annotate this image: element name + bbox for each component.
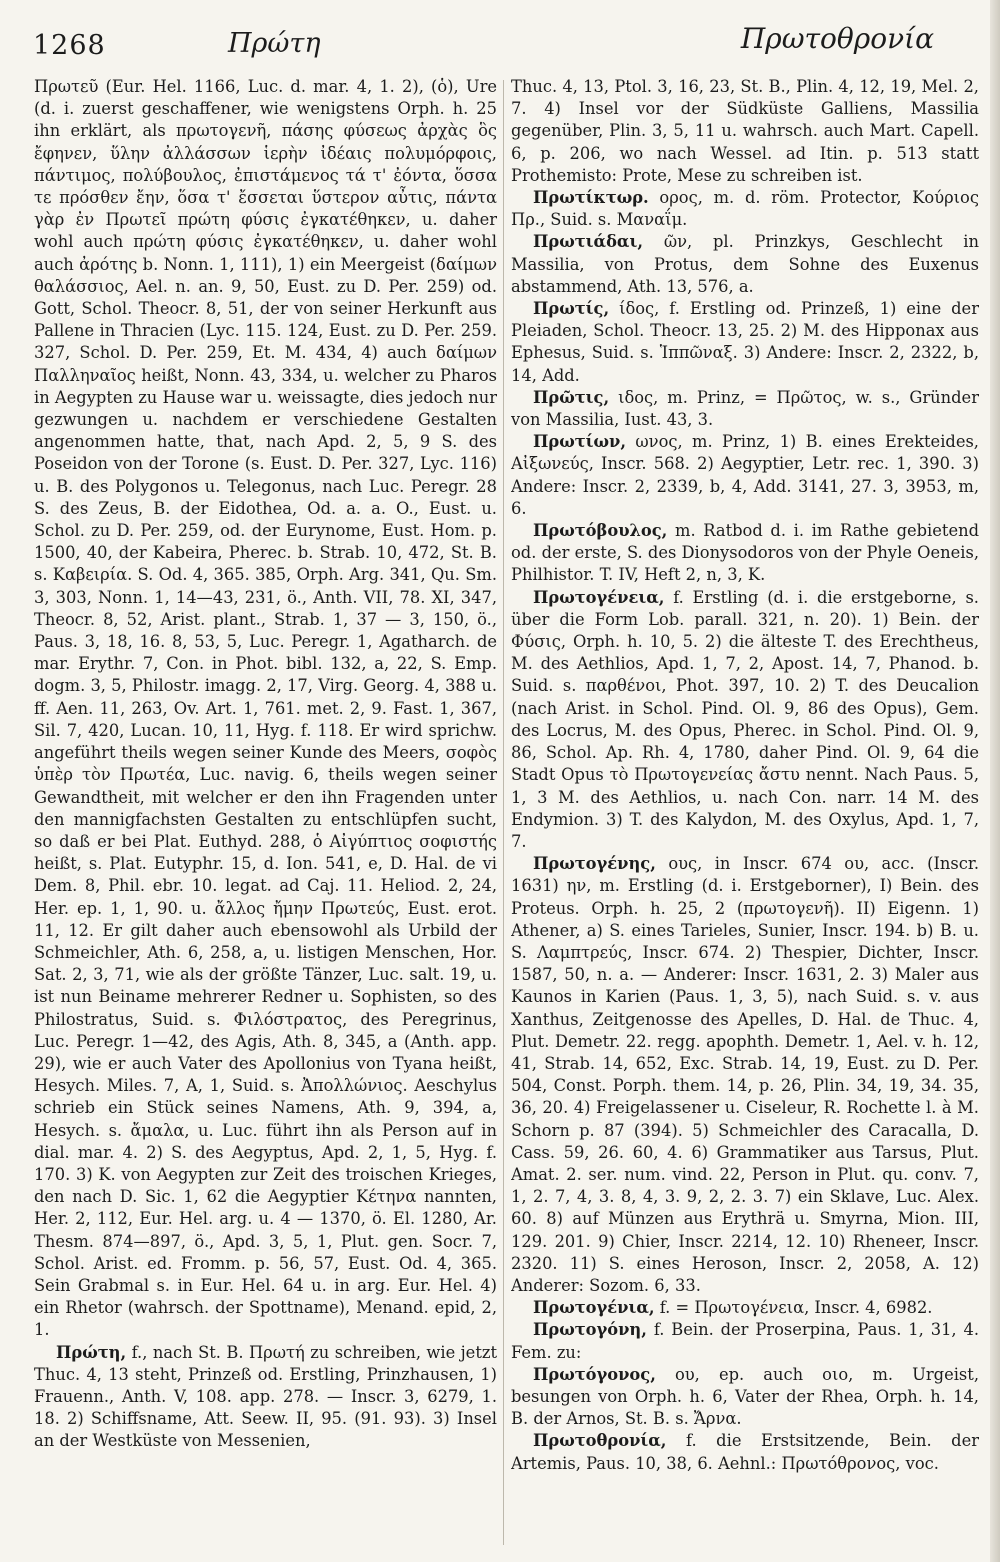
entry-text: ιδος, m. Prinz, = Πρῶτος, w. s., Gründer von Massilia, Iust. 43, 3. xyxy=(511,387,979,430)
entry-headword: Πρωτόβουλος, xyxy=(533,521,668,541)
dictionary-entry xyxy=(511,76,979,187)
dictionary-entry xyxy=(511,520,979,587)
entry-headword: Πρωτίς, xyxy=(533,299,610,319)
entry-headword: Πρῶτις, xyxy=(533,387,610,407)
dictionary-entry xyxy=(511,187,979,231)
column-divider xyxy=(503,80,504,1545)
entry-headword: Πρωτογόνη, xyxy=(533,1320,647,1340)
dictionary-entry xyxy=(511,431,979,520)
entry-headword: Πρωτίκτωρ. xyxy=(533,188,649,208)
entry-headword: Πρωτογένεια, xyxy=(533,587,665,607)
entry-headword: Πρωτίων, xyxy=(533,432,627,452)
dictionary-entry xyxy=(511,587,979,853)
entry-headword: Πρωτογένια, xyxy=(533,1298,655,1318)
entry-headword: Πρωτιάδαι, xyxy=(533,232,644,252)
dictionary-entry xyxy=(34,1342,497,1453)
running-head-right: Πρωτοθρονία xyxy=(740,22,934,55)
entry-text: m. Ratbod d. i. im Rathe gebietend od. der erste, S. des Dionysodoros von der Phyle Oeneis, Philhistor. T. IV, Heft 2, n, 3, K. xyxy=(511,521,979,585)
entry-headword: Πρωτοθρονία, xyxy=(533,1431,667,1451)
entry-text: f. Erstling (d. i. die erstgeborne, s. über die Form Lob. parall. 321, n. 20). 1) Bein. der Φύσις, Orph. h. 10, 5. 2) die älteste T. des Erechtheus, M. des Aethlios, Apd. 1, 7, 2, Apost. 14, 7, Phanod. b. Suid. s. παρθένοι, Phot. 397, 10. 2) T. des Deucalion (nach Arist. in Schol. Pind. Ol. 9, 86 des Opus), Gem. des Locrus, M. des Opus, Pherec. in Schol. Pind. Ol. 9, 86, Schol. Ap. Rh. 4, 1780, daher Pind. Ol. 9, 64 die Stadt Opus τὸ Πρωτογενείας ἄστυ nennt. Nach Paus. 5, 1, 3 M. des Aethlios, u. nach Con. narr. 14 M. des Endymion. 3) T. des Kalydon, M. des Oxylus, Apd. 1, 7, 7. xyxy=(511,587,979,851)
entry-text: f. = Πρωτογένεια, Inscr. 4, 6982. xyxy=(659,1298,933,1318)
entry-headword: Πρωτόγονος, xyxy=(533,1364,656,1384)
entry-text: ωνος, m. Prinz, 1) B. eines Erekteides, Αἰξωνεύς, Inscr. 568. 2) Aegyptier, Letr. rec. 1, 390. 3) Andere: Inscr. 2, 2339, b, 4, Add. 3141, 27. 3, 3953, m, 6. xyxy=(511,432,979,518)
left-column xyxy=(34,76,497,1550)
dictionary-entry xyxy=(511,1319,979,1363)
dictionary-entry xyxy=(511,853,979,1297)
right-column xyxy=(511,76,979,1550)
dictionary-entry xyxy=(511,1430,979,1474)
running-head-left: Πρώτη xyxy=(228,28,321,59)
dictionary-entry xyxy=(511,231,979,298)
entry-text: ίδος, f. Erstling od. Prinzeß, 1) eine der Pleiaden, Schol. Theocr. 13, 25. 2) M. des Hipponax aus Ephesus, Suid. s. Ἱππῶναξ. 3) Andere: Inscr. 2, 2322, b, 14, Add. xyxy=(511,299,979,385)
entry-text: Thuc. 4, 13, Ptol. 3, 16, 23, St. B., Plin. 4, 12, 19, Mel. 2, 7. 4) Insel vor der Südküste Galliens, Massilia gegenüber, Plin. 3, 5, 11 u. wahrsch. auch Mart. Capell. 6, p. 206, wo nach Wessel. ad Itin. p. 513 statt Prothemisto: Prote, Mese zu schreiben ist. xyxy=(511,77,979,185)
dictionary-entry xyxy=(511,1297,979,1319)
entry-text: ους, in Inscr. 674 ου, acc. (Inscr. 1631) ην, m. Erstling (d. i. Erstgeborner), I) Bein. des Proteus. Orph. h. 25, 2 (πρωτογενῆ). II) Eigenn. 1) Athener, a) S. eines Tarieles, Sunier, Inscr. 194. b) B. u. S. Λαμπτρεύς, Inscr. 674. 2) Thespier, Dichter, Inscr. 1587, 50, n. a. — Anderer: Inscr. 1631, 2. 3) Maler aus Kaunos in Karien (Paus. 1, 3, 5), nach Suid. s. v. aus Xanthus, Zeitgenosse des Apelles, D. Hal. de Thuc. 4, Plut. Demetr. 22. regg. apophth. Demetr. 1, Ael. v. h. 12, 41, Strab. 14, 652, Exc. Strab. 14, 19, Eust. zu D. Per. 504, Const. Porph. them. 14, p. 26, Plin. 34, 19, 34. 35, 36, 20. 4) Freigelassener u. Ciseleur, R. Rochette l. à M. Schorn p. 87 (394). 5) Schmeichler des Caracalla, D. Cass. 59, 26. 60, 4. 6) Grammatiker aus Tarsus, Plut. Amat. 2. ser. num. vind. 22, Person in Plut. qu. conv. 7, 1, 2. 7, 4, 3. 8, 4, 3. 9, 2, 2. 3. 7) ein Sklave, Luc. Alex. 60. 8) auf Münzen aus Erythrä u. Smyrna, Mion. III, 129. 201. 9) Chier, Inscr. 2214, 12. 10) Rheneer, Inscr. 2320. 11) S. eines Heroson, Inscr. 2, 2058, A. 12) Anderer: Sozom. 6, 33. xyxy=(511,854,979,1295)
entry-text: ου, ep. auch οιο, m. Urgeist, besungen von Orph. h. 6, Vater der Rhea, Orph. h. 14, B. der Arnos, St. B. s. Ἄρνα. xyxy=(511,1364,979,1429)
entry-text: f. die Erstsitzende, Bein. der Artemis, Paus. 10, 38, 6. Aehnl.: Πρωτόθρονος, voc. xyxy=(511,1431,979,1473)
page-edge-shadow xyxy=(990,0,1000,1562)
entry-text: f. Bein. der Proserpina, Paus. 1, 31, 4. Fem. zu: xyxy=(511,1320,979,1362)
entry-text: f., nach St. B. Πρωτή zu schreiben, wie jetzt Thuc. 4, 13 steht, Prinzeß od. Erstling, Prinzhausen, 1) Frauenn., Anth. V, 108. app. 278. — Inscr. 3, 6279, 1. 18. 2) Schiffsname, Att. Seew. II, 95. (91. 93). 3) Insel an der Westküste von Messenien, xyxy=(34,1342,497,1451)
entry-text: ορος, m. d. röm. Protector, Κούριος Πρ., Suid. s. Μαναΐμ. xyxy=(511,188,979,230)
entry-text: Πρωτεῦ (Eur. Hel. 1166, Luc. d. mar. 4, 1. 2), (ὁ), Ure (d. i. zuerst geschaffener, wie wenigstens Orph. h. 25 ihn erklärt, als πρωτογενῆ, πάσης φύσεως ἀρχὰς ὃς ἔφηνεν, ὕλην ἀλλάσσων ἱερὴν ἰδέαις πολυμόρφοις, πάντιμος, πολύβουλος, ἐπιστάμενος τά τ' ἐόντα, ὅσσα τε πρόσθεν ἔην, ὅσα τ' ἔσσεται ὕστερον αὖτις, πάντα γὰρ ἐν Πρωτεῖ πρώτη φύσις ἐγκατέθηκεν, u. daher wohl auch πρώτη φύσις ἐγκατέθηκεν, u. daher wohl auch ἀρότης b. Nonn. 1, 111), 1) ein Meergeist (δαίμων θαλάσσιος, Ael. n. an. 9, 50, Eust. zu D. Per. 259) od. Gott, Schol. Theocr. 8, 51, der von seiner Herkunft aus Pallene in Thracien (Lyc. 115. 124, Eust. zu D. Per. 259. 327, Schol. D. Per. 259, Et. M. 434, 4) auch δαίμων Παλληναῖος heißt, Nonn. 43, 334, u. welcher zu Pharos in Aegypten zu Hause war u. weissagte, dies jedoch nur gezwungen u. nachdem er verschiedene Gestalten angenommen hatte, that, nach Apd. 2, 5, 9 S. des Poseidon von der Torone (s. Eust. D. Per. 327, Lyc. 116) u. B. des Polygonos u. Telegonus, nach Luc. Peregr. 28 S. des Zeus, B. der Eidothea, Od. a. a. O., Eust. u. Schol. zu D. Per. 259, od. der Eurynome, Eust. Hom. p. 1500, 40, der Kabeira, Pherec. b. Strab. 10, 472, St. B. s. Καβειρία. S. Od. 4, 365. 385, Orph. Arg. 341, Qu. Sm. 3, 303, Nonn. 1, 14—43, 231, ö., Anth. VII, 78. XI, 347, Theocr. 8, 52, Arist. plant., Strab. 1, 37 — 3, 150, ö., Paus. 3, 18, 16. 8, 53, 5, Luc. Peregr. 1, Agatharch. de mar. Erythr. 7, Con. in Phot. bibl. 132, a, 22, S. Emp. dogm. 3, 5, Philostr. imagg. 2, 17, Virg. Georg. 4, 388 u. ff. Aen. 11, 263, Ov. Art. 1, 761. met. 2, 9. Fast. 1, 367, Sil. 7, 420, Lucan. 10, 11, Hyg. f. 118. Er wird sprichw. angeführt theils wegen seiner Kunde des Meers, σοφὸς ὑπὲρ τὸν Πρωτέα, Luc. navig. 6, theils wegen seiner Gewandtheit, mit welcher er den ihn Fragenden unter den mannigfachsten Gestalten zu entschlüpfen sucht, so daß er bei Plat. Euthyd. 288, ὁ Αἰγύπτιος σοφιστής heißt, s. Plat. Eutyphr. 15, d. Ion. 541, e, D. Hal. de vi Dem. 8, Phil. ebr. 10. legat. ad Caj. 11. Heliod. 2, 24, Her. ep. 1, 1, 90. u. ἄλλος ἤμην Πρωτεύς, Eust. erot. 11, 12. Er gilt daher auch ebensowohl als Urbild der Schmeichler, Ath. 6, 258, a, u. listigen Menschen, Hor. Sat. 2, 3, 71, wie als der größte Tänzer, Luc. salt. 19, u. ist nun Beiname mehrerer Redner u. Sophisten, so des Philostratus, Suid. s. Φιλόστρατος, des Peregrinus, Luc. Peregr. 1—42, des Agis, Ath. 8, 345, a (Anth. app. 29), wie er auch Vater des Apollonius von Tyana heißt, Hesych. Miles. 7, A, 1, Suid. s. Ἀπολλώνιος. Aeschylus schrieb ein Stück seines Namens, Ath. 9, 394, a, Hesych. s. ἄμαλα, u. Luc. führt ihn als Person auf in dial. mar. 4. 2) S. des Aegyptus, Apd. 2, 1, 5, Hyg. f. 170. 3) K. von Aegypten zur Zeit des troischen Krieges, den nach D. Sic. 1, 62 die Aegyptier Κέτηνα nannten, Her. 2, 112, Eur. Hel. arg. u. 4 — 1370, ö. El. 1280, Ar. Thesm. 874—897, ö., Apd. 3, 5, 1, Plut. gen. Socr. 7, Schol. Arist. ed. Fromm. p. 56, 57, Eust. Od. 4, 365. Sein Grabmal s. in Eur. Hel. 64 u. in arg. Eur. Hel. 4) ein Rhetor (wahrsch. der Spottname), Menand. epid, 2, 1. xyxy=(34,77,497,1340)
dictionary-entry xyxy=(511,387,979,431)
dictionary-entry xyxy=(511,1364,979,1431)
entry-headword: Πρώτη, xyxy=(56,1342,127,1362)
dictionary-entry xyxy=(511,298,979,387)
dictionary-entry xyxy=(34,76,497,1342)
page-number: 1268 xyxy=(33,30,106,61)
page-header xyxy=(0,0,1000,78)
entry-text: ῶν, pl. Prinzkys, Geschlecht in Massilia, von Protus, dem Sohne des Euxenus abstammend, Ath. 13, 576, a. xyxy=(511,232,979,296)
entry-headword: Πρωτογένης, xyxy=(533,854,656,874)
